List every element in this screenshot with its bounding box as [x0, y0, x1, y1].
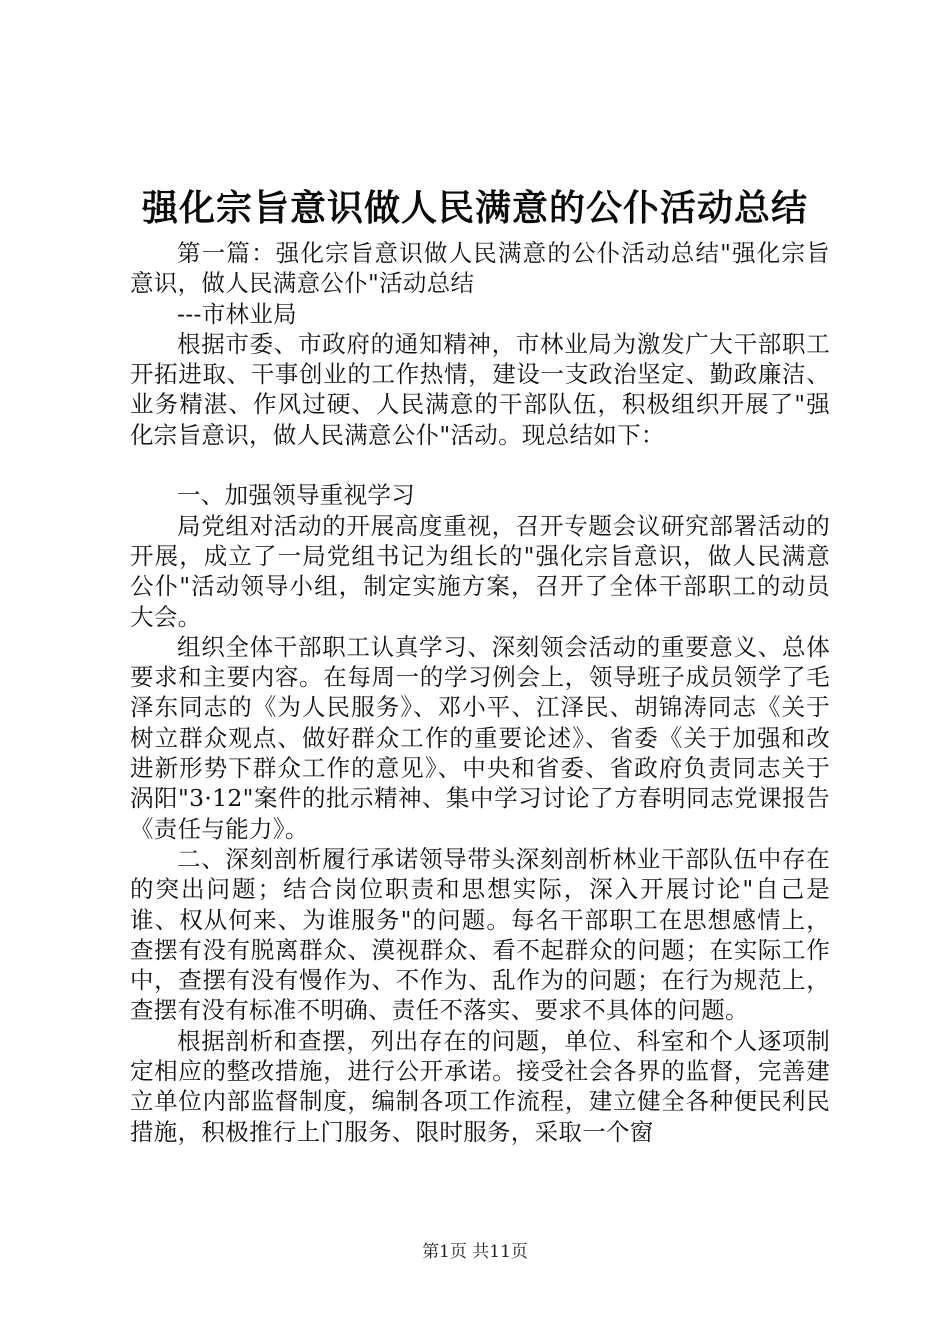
- paragraph-rectification: 根据剖析和查摆，列出存在的问题，单位、科室和个人逐项制定相应的整改措施，进行公开承诺。接受社会各界的监督，完善建立单位内部监督制度，编制各项工作流程，建立健全各种便民利民措施，积极推行上门服务、限时服务，采取一个窗: [130, 1026, 830, 1146]
- paragraph-analysis: 二、深刻剖析履行承诺领导带头深刻剖析林业干部队伍中存在的突出问题；结合岗位职责和思想实际，深入开展讨论"自己是谁、权从何来、为谁服务"的问题。每名干部职工在思想感情上，查摆有没有脱离群众、漠视群众、看不起群众的问题；在实际工作中，查摆有没有慢作为、不作为、乱作为的问题；在行为规范上，查摆有没有标准不明确、责任不落实、要求不具体的问题。: [130, 844, 830, 1025]
- section-heading-1: 一、加强领导重视学习: [177, 481, 415, 510]
- paragraph-author: ---市林业局: [177, 299, 297, 328]
- paragraph-study: 组织全体干部职工认真学习、深刻领会活动的重要意义、总体要求和主要内容。在每周一的学习例会上，领导班子成员领学了毛泽东同志的《为人民服务》、邓小平、江泽民、胡锦涛同志《关于树立群众观点、做好群众工作的重要论述》、省委《关于加强和改进新形势下群众工作的意见》、中央和省委、省政府负责同志关于涡阳"3·12"案件的批示精神、集中学习讨论了方春明同志党课报告《责任与能力》。: [130, 632, 830, 843]
- document-body: [130, 238, 830, 1147]
- document-title: 强化宗旨意识做人民满意的公仆活动总结: [141, 187, 808, 229]
- paragraph-leadership: 局党组对活动的开展高度重视，召开专题会议研究部署活动的开展，成立了一局党组书记为组长的"强化宗旨意识，做人民满意公仆"活动领导小组，制定实施方案，召开了全体干部职工的动员大会。: [130, 511, 830, 631]
- page-footer: 第1页 共11页: [422, 1242, 528, 1262]
- paragraph-overview: 根据市委、市政府的通知精神，市林业局为激发广大干部职工开拓进取、干事创业的工作热情，建设一支政治坚定、勤政廉洁、业务精湛、作风过硬、人民满意的干部队伍，积极组织开展了"强化宗旨意识，做人民满意公仆"活动。现总结如下：: [130, 329, 830, 449]
- paragraph-intro: 第一篇：强化宗旨意识做人民满意的公仆活动总结"强化宗旨意识，做人民满意公仆"活动总结: [130, 239, 830, 298]
- paragraph-blank: [130, 450, 830, 480]
